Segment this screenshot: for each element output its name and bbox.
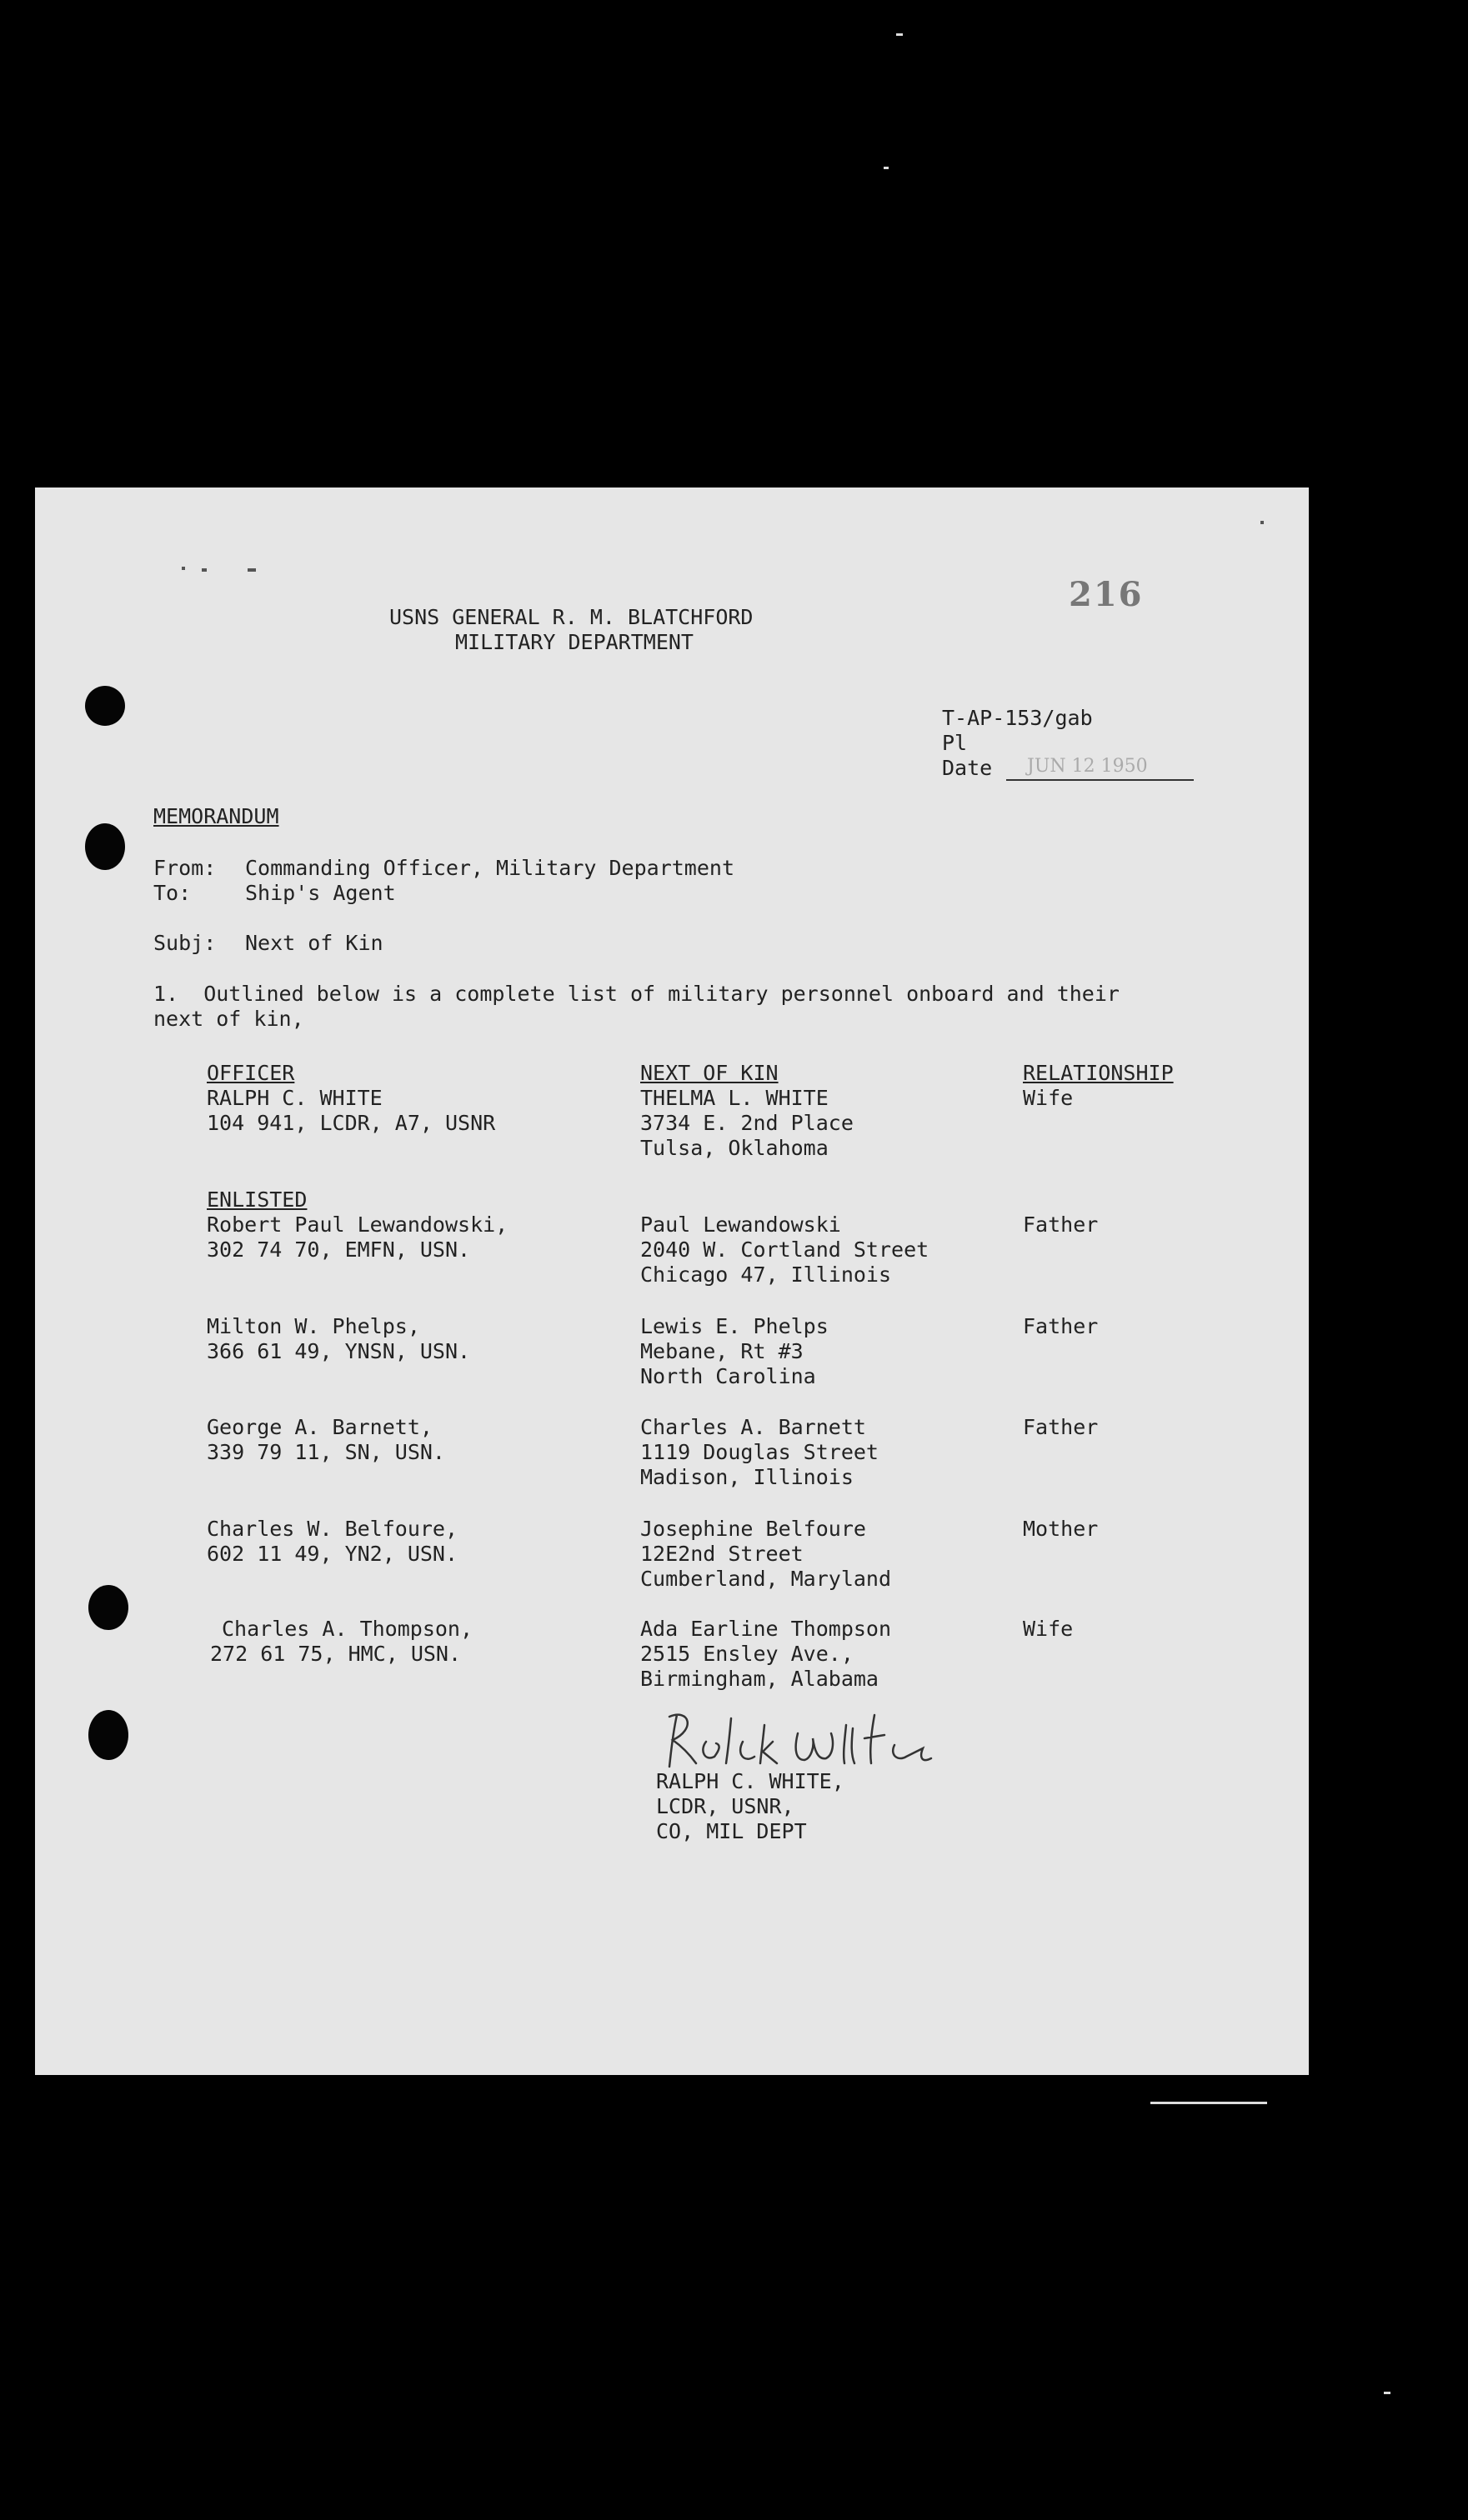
person-details: 602 11 49, YN2, USN.: [207, 1542, 458, 1566]
relationship: Mother: [1023, 1517, 1099, 1541]
scan-artifact: [884, 167, 889, 169]
kin-name: Josephine Belfoure: [640, 1517, 866, 1541]
reference-pl: Pl: [942, 731, 968, 755]
signature-title: CO, MIL DEPT: [656, 1819, 807, 1843]
kin-address: North Carolina: [640, 1364, 816, 1388]
person-name: RALPH C. WHITE: [207, 1086, 383, 1110]
to-label: To:: [153, 881, 192, 905]
kin-name: Lewis E. Phelps: [640, 1314, 829, 1338]
person-name: Milton W. Phelps,: [207, 1314, 420, 1338]
person-name: Charles A. Thompson,: [222, 1617, 473, 1641]
kin-address: 2040 W. Cortland Street: [640, 1238, 929, 1262]
kin-address: Tulsa, Oklahoma: [640, 1136, 829, 1160]
officer-heading: OFFICER: [207, 1061, 295, 1085]
kin-address: Chicago 47, Illinois: [640, 1262, 892, 1287]
punch-hole: [88, 1710, 128, 1760]
from-label: From:: [153, 856, 217, 880]
person-details: 302 74 70, EMFN, USN.: [207, 1238, 471, 1262]
kin-address: 12E2nd Street: [640, 1542, 804, 1566]
person-name: Charles W. Belfoure,: [207, 1517, 458, 1541]
speck: [248, 568, 256, 572]
kin-address: 1119 Douglas Street: [640, 1440, 879, 1464]
department-name: MILITARY DEPARTMENT: [455, 630, 694, 654]
subject-label: Subj:: [153, 931, 217, 955]
signature-name: RALPH C. WHITE,: [656, 1769, 844, 1793]
handwritten-signature: [656, 1708, 956, 1775]
person-details: 339 79 11, SN, USN.: [207, 1440, 445, 1464]
punch-hole: [85, 823, 125, 870]
enlisted-heading: ENLISTED: [207, 1188, 308, 1212]
speck: [202, 568, 207, 572]
ship-name: USNS GENERAL R. M. BLATCHFORD: [389, 605, 754, 629]
kin-name: THELMA L. WHITE: [640, 1086, 829, 1110]
date-stamp: JUN 12 1950: [1027, 756, 1148, 777]
punch-hole: [85, 686, 125, 726]
kin-address: 3734 E. 2nd Place: [640, 1111, 854, 1135]
scan-artifact: [1384, 2392, 1390, 2394]
paragraph-line: next of kin,: [153, 1007, 304, 1031]
memo-sheet: [35, 488, 1309, 2075]
relationship-heading: RELATIONSHIP: [1023, 1061, 1174, 1085]
relationship: Wife: [1023, 1086, 1074, 1110]
kin-address: Mebane, Rt #3: [640, 1339, 804, 1363]
kin-address: Madison, Illinois: [640, 1465, 854, 1489]
next-of-kin-heading: NEXT OF KIN: [640, 1061, 779, 1085]
speck: [182, 567, 185, 570]
person-details: 366 61 49, YNSN, USN.: [207, 1339, 471, 1363]
kin-name: Charles A. Barnett: [640, 1415, 866, 1439]
relationship: Father: [1023, 1314, 1099, 1338]
punch-hole: [88, 1585, 128, 1630]
kin-address: 2515 Ensley Ave.,: [640, 1642, 854, 1666]
kin-address: Birmingham, Alabama: [640, 1667, 879, 1691]
kin-name: Ada Earline Thompson: [640, 1617, 892, 1641]
person-details: 104 941, LCDR, A7, USNR: [207, 1111, 496, 1135]
memo-title: MEMORANDUM: [153, 804, 279, 828]
kin-name: Paul Lewandowski: [640, 1212, 841, 1237]
kin-address: Cumberland, Maryland: [640, 1567, 892, 1591]
paragraph-line: 1. Outlined below is a complete list of military personnel onboard and their: [153, 982, 1120, 1006]
person-name: George A. Barnett,: [207, 1415, 433, 1439]
subject-value: Next of Kin: [245, 931, 383, 955]
page-number: 216: [1069, 575, 1144, 614]
person-details: 272 61 75, HMC, USN.: [210, 1642, 462, 1666]
date-label: Date: [942, 756, 993, 780]
signature-rank: LCDR, USNR,: [656, 1794, 794, 1818]
person-name: Robert Paul Lewandowski,: [207, 1212, 509, 1237]
reference-code: T-AP-153/gab: [942, 706, 1093, 730]
to-value: Ship's Agent: [245, 881, 396, 905]
date-line: [1006, 779, 1194, 781]
scan-artifact: [896, 33, 903, 36]
scan-artifact: [1150, 2102, 1267, 2104]
speck: [1260, 521, 1264, 524]
relationship: Wife: [1023, 1617, 1074, 1641]
relationship: Father: [1023, 1212, 1099, 1237]
from-value: Commanding Officer, Military Department: [245, 856, 734, 880]
relationship: Father: [1023, 1415, 1099, 1439]
